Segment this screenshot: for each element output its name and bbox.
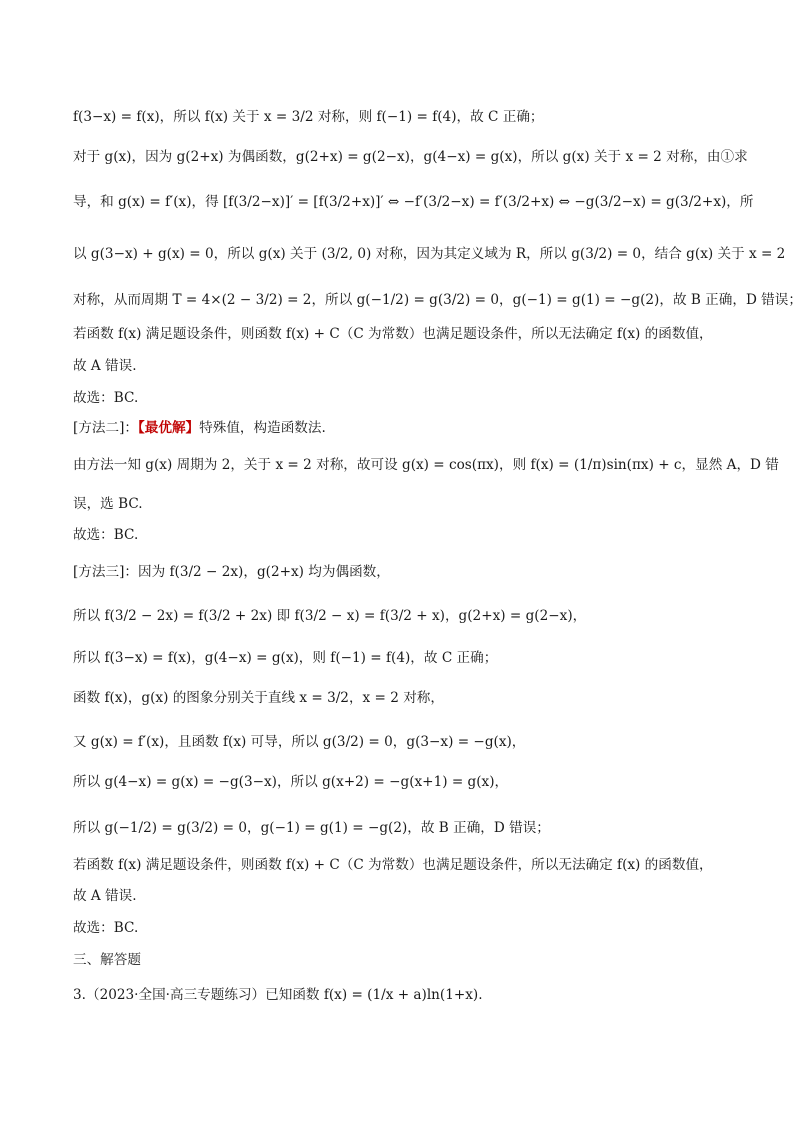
text-line: 故选：BC. — [73, 390, 139, 406]
text-line: 以 g(3−x) + g(x) = 0，所以 g(x) 关于 (3/2, 0) 对称，因为其定义域为 R，所以 g(3/2) = 0，结合 g(x) 关于 x = 2 — [73, 246, 786, 262]
method-two-prefix: [方法二]： — [73, 420, 138, 436]
text-line: 所以 g(−1/2) = g(3/2) = 0，g(−1) = g(1) = −g(2)，故 B 正确，D 错误； — [73, 820, 550, 836]
text-line: 又 g(x) = f′(x)，且函数 f(x) 可导，所以 g(3/2) = 0，g(3−x) = −g(x)， — [73, 734, 526, 750]
question-3-stem: 3.（2023·全国·高三专题练习）已知函数 f(x) = (1/x + a)ln(1+x). — [73, 987, 483, 1003]
text-line: 对于 g(x)，因为 g(2+x) 为偶函数，g(2+x) = g(2−x)，g(4−x) = g(x)，所以 g(x) 关于 x = 2 对称，由①求 — [73, 149, 748, 165]
text-line: 导，和 g(x) = f′(x)，得 [f(3/2−x)]′ = [f(3/2+x)]′ ⇔ −f′(3/2−x) = f′(3/2+x) ⇔ −g(3/2−x) = g(3/2+x)，所 — [73, 194, 754, 210]
text-line: 若函数 f(x) 满足题设条件，则函数 f(x) + C（C 为常数）也满足题设条件，所以无法确定 f(x) 的函数值， — [73, 857, 713, 873]
text-line: [方法三]：因为 f(3/2 − 2x)，g(2+x) 均为偶函数， — [73, 564, 390, 580]
text-line: 故选：BC. — [73, 527, 139, 543]
text-line: 对称，从而周期 T = 4×(2 − 3/2) = 2，所以 g(−1/2) = g(3/2) = 0，g(−1) = g(1) = −g(2)，故 B 正确，D 错误； — [73, 292, 802, 308]
text-line: f(3−x) = f(x)，所以 f(x) 关于 x = 3/2 对称，则 f(−1) = f(4)，故 C 正确； — [73, 109, 544, 125]
text-line: 所以 f(3/2 − 2x) = f(3/2 + 2x) 即 f(3/2 − x) = f(3/2 + x)，g(2+x) = g(2−x)， — [73, 608, 587, 624]
method-two-heading — [73, 418, 725, 438]
text-line: 故 A 错误. — [73, 888, 137, 904]
text-line: 若函数 f(x) 满足题设条件，则函数 f(x) + C（C 为常数）也满足题设条件，所以无法确定 f(x) 的函数值， — [73, 326, 713, 342]
text-line: 所以 f(3−x) = f(x)，g(4−x) = g(x)，则 f(−1) = f(4)，故 C 正确； — [73, 650, 498, 666]
best-solution-tag: 【最优解】 — [137, 420, 200, 436]
method-two-title: 特殊值，构造函数法. — [199, 420, 326, 436]
section-heading: 三、解答题 — [73, 952, 141, 968]
text-line: 故 A 错误. — [73, 358, 137, 374]
text-line: 误，选 BC. — [73, 496, 143, 512]
text-line: 由方法一知 g(x) 周期为 2，关于 x = 2 对称，故可设 g(x) = cos(πx)，则 f(x) = (1/π)sin(πx) + c，显然 A，D 错 — [73, 457, 779, 473]
text-line: 函数 f(x)，g(x) 的图象分别关于直线 x = 3/2，x = 2 对称， — [73, 690, 444, 706]
text-line: 故选：BC. — [73, 920, 139, 936]
text-line: 所以 g(4−x) = g(x) = −g(3−x)，所以 g(x+2) = −g(x+1) = g(x)， — [73, 774, 509, 790]
